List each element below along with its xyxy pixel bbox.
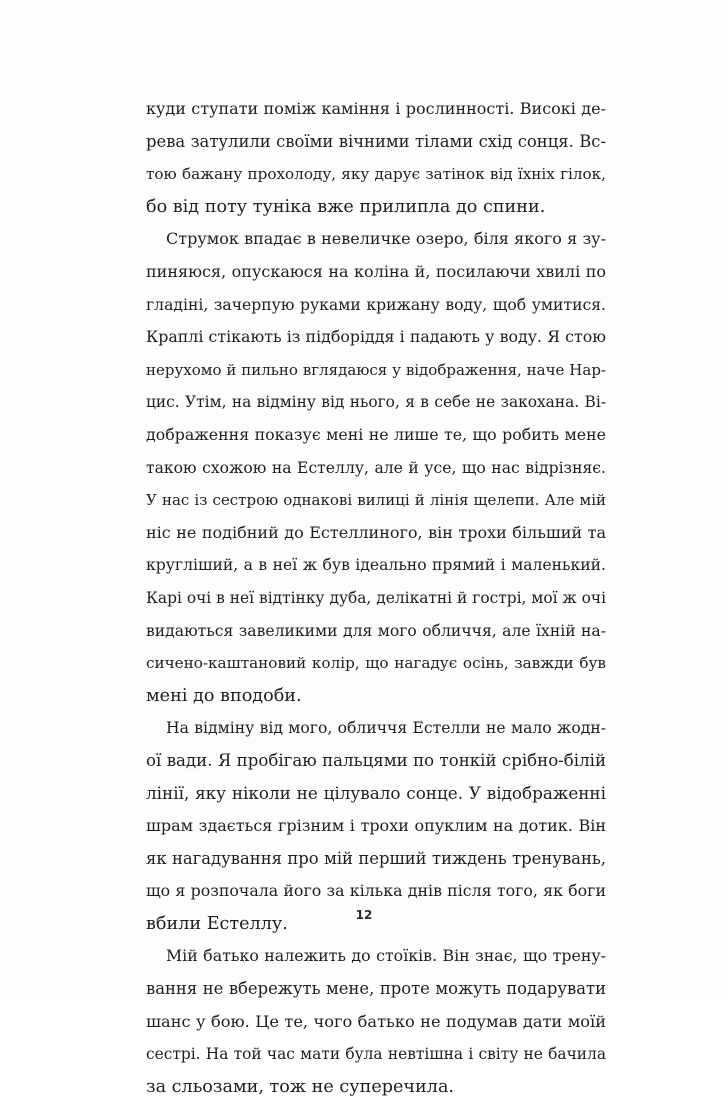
text-line: лінії, яку ніколи не цілувало сонце. У відображенні	[146, 783, 606, 804]
body-text	[146, 93, 606, 1103]
text-line: тою бажану прохолоду, яку дарує затінок від їхніх гілок,	[146, 165, 606, 184]
text-line: ніс не подібний до Естеллиного, він трохи більший та	[146, 522, 606, 542]
text-line: як нагадування про мій перший тиждень тренувань,	[146, 848, 606, 868]
text-line: за сльозами, тож не суперечила.	[146, 1076, 455, 1097]
text-line: видаються завеликими для мого обличчя, але їхній на-	[146, 621, 606, 640]
text-line: Карі очі в неї відтінку дуба, делікатні й гострі, мої ж очі	[146, 588, 606, 607]
text-line: кругліший, а в неї ж був ідеально прямий і маленький.	[146, 556, 606, 575]
text-line: Краплі стікають із підборіддя і падають у воду. Я стою	[146, 327, 606, 347]
text-line: такою схожою на Естеллу, але й усе, що нас відрізняє.	[146, 458, 606, 477]
text-line: дображення показує мені не лише те, що робить мене	[146, 424, 606, 444]
paragraph	[146, 223, 606, 712]
text-line: сестрі. На той час мати була невтішна і світу не бачила	[146, 1045, 606, 1064]
text-line: У нас із сестрою однакові вилиці й лінія щелепи. Але мій	[146, 491, 606, 510]
text-line: Струмок впадає в невеличке озеро, біля якого я зу-	[166, 229, 606, 249]
paragraph	[146, 940, 606, 1103]
text-line: вбили Естеллу.	[146, 913, 288, 934]
text-line: вання не вбережуть мене, проте можуть подарувати	[146, 979, 606, 999]
text-line: ої вади. Я пробігаю пальцями по тонкій срібно-білій	[146, 750, 606, 770]
text-line: На відміну від мого, обличчя Естелли не мало жодн-	[166, 719, 606, 738]
text-line: гладіні, зачерпую руками крижану воду, щоб умитися.	[146, 295, 606, 314]
page-number: 12	[355, 908, 373, 922]
text-line: шрам здається грізним і трохи опуклим на дотик. Він	[146, 816, 606, 836]
text-line: рева затулили своїми вічними тілами схід сонця. Вс-	[146, 131, 606, 151]
paragraph	[146, 712, 606, 940]
text-line: Мій батько належить до стоїків. Він знає, що трену-	[166, 946, 606, 966]
text-line: шанс у бою. Це те, чого батько не подумав дати моїй	[146, 1011, 606, 1031]
text-line: сичено-каштановий колір, що нагадує осінь, завжди був	[146, 654, 606, 673]
text-line: що я розпочала його за кілька днів після того, як боги	[146, 881, 606, 901]
paragraph	[146, 93, 606, 223]
text-line: цис. Утім, на відміну від нього, я в себе не закохана. Ві-	[146, 393, 606, 412]
text-line: бо від поту туніка вже прилипла до спини.	[146, 196, 546, 217]
text-line: куди ступати поміж каміння і рослинності. Високі де-	[146, 99, 606, 118]
text-line: нерухомо й пильно вглядаюся у відображення, наче Нар-	[146, 360, 606, 379]
text-line: пиняюся, опускаюся на коліна й, посилаючи хвилі по	[146, 261, 606, 281]
text-line: мені до вподоби.	[146, 685, 302, 706]
